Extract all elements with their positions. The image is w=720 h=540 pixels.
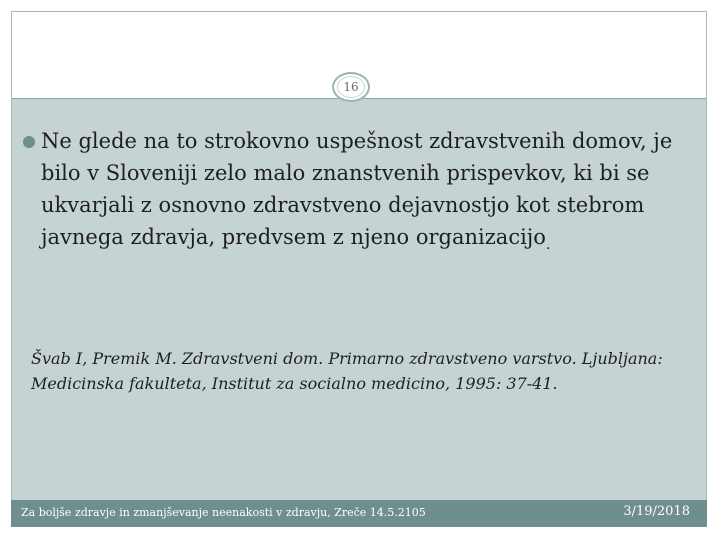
- bullet-dot-icon: [23, 136, 35, 148]
- slide-number-badge: 16: [332, 72, 370, 102]
- footer-date: 3/19/2018: [623, 504, 690, 519]
- bullet-item: [23, 125, 693, 261]
- footer-caption: Za boljše zdravje in zmanjševanje neenakosti v zdravju, Zreče 14.5.2105: [21, 506, 426, 519]
- bullet-trailing-dot: .: [545, 237, 551, 254]
- bullet-text: Ne glede na to strokovno uspešnost zdravstvenih domov, je bilo v Sloveniji zelo malo znanstvenih prispevkov, ki bi se ukvarjali z osnovno zdravstveno dejavnostjo kot stebrom javnega zdravja, predvsem z njeno organizacijo: [41, 129, 673, 249]
- bullet-text-paragraph: [41, 125, 693, 261]
- citation-text: Švab I, Premik M. Zdravstveni dom. Primarno zdravstveno varstvo. Ljubljana: Medicinska fakulteta, Institut za socialno medicino, 1995: 37-41.: [31, 349, 663, 393]
